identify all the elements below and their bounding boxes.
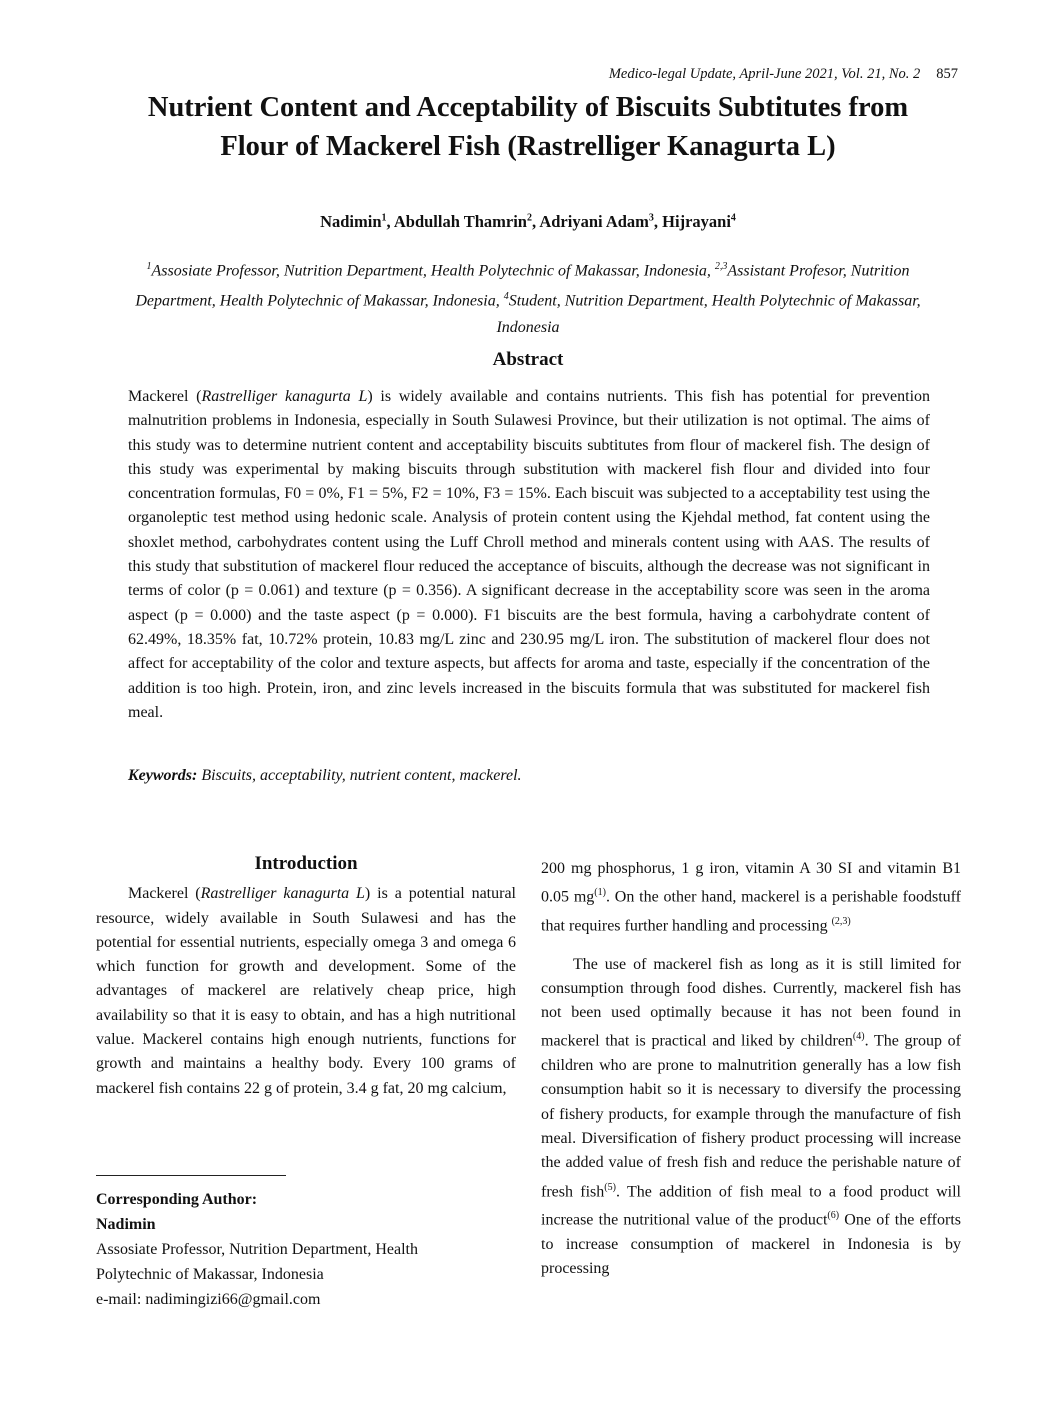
corresponding-affil-1: Assosiate Professor, Nutrition Department, Health: [96, 1241, 418, 1258]
title-line-2: Flour of Mackerel Fish (Rastrelliger Kanagurta L): [220, 131, 836, 162]
author-name: Abdullah Thamrin: [393, 212, 527, 231]
species-name: Rastrelliger kanagurta L: [201, 388, 368, 405]
affiliation-3: Student, Nutrition Department, Health Polytechnic of Makassar, Indonesia: [496, 292, 921, 336]
intro-text: The use of mackerel fish as long as it is still limited for consumption through food dishes. Currently, mackerel fish has not been used optimally because it has not been found in mackerel that is practical and liked by children: [541, 955, 961, 1050]
journal-citation: Medico-legal Update, April-June 2021, Vol. 21, No. 2: [608, 66, 921, 82]
abstract-text: ) is widely available and contains nutrients. This fish has potential for prevention malnutrition problems in Indonesia, especially in South Sulawesi Province, but their utilization is not optimal. The aims of this study was to determine nutrient content and acceptability biscuits subtitutes from flour of mackerel fish. The design of this study was experimental by making biscuits through substitution with mackerel fish flour and divided into four concentration formulas, F0 = 0%, F1 = 5%, F2 = 10%, F3 = 15%. Each biscuit was subjected to a acceptability test using the organoleptic test method using hedonic scale. Analysis of protein content using the Kjehdal method, fat content using the shoxlet method, carbohydrates content using the Luff Chroll method and minerals content using with AAS. The results of this study that substitution of mackerel flour reduced the acceptance of biscuits, although the decrease was not significant in terms of color (p = 0.061) and texture (p = 0.356). A significant decrease in the acceptability score was seen in the aroma aspect (p = 0.000) and the taste aspect (p = 0.000). F1 biscuits are the best formula, having a carbohydrate content of 62.49%, 18.35% fat, 10.72% protein, 10.83 mg/L zinc and 230.95 mg/L iron. The substitution of mackerel flour does not affect for acceptability of the color and texture aspects, but affects for aroma and taste, especially if the concentration of the addition is too high. Protein, iron, and zinc levels increased in the biscuits formula that was substituted for mackerel fish meal.: [128, 388, 931, 721]
intro-text: ) is a potential natural resource, widely available in South Sulawesi and has the potential for essential nutrients, especially omega 3 and omega 6 which function for growth and development. Some of the advantages of mackerel are relatively cheap price, high availability so that it is easy to obtain, and has a high nutritional value. Mackerel contains high enough nutrients, functions for growth and maintains a healthy body. Every 100 grams of mackerel fish contains 22 g of protein, 3.4 g fat, 20 mg calcium,: [96, 885, 516, 1097]
reference-marker: (2,3): [831, 915, 851, 927]
footnote-divider: [96, 1175, 286, 1176]
affil-sup: 2,3: [714, 261, 728, 272]
abstract-paragraph: [128, 385, 930, 725]
running-header: [609, 66, 958, 83]
abstract-heading: Abstract: [492, 349, 564, 370]
reference-marker: (4): [852, 1031, 865, 1043]
intro-paragraph-1-cont: [541, 857, 961, 939]
title-line-1: Nutrient Content and Acceptability of Biscuits Subtitutes from: [147, 92, 909, 123]
affil-sup: 1: [146, 261, 152, 272]
keywords-label: Keywords:: [128, 767, 198, 784]
intro-text: 200 mg phosphorus, 1 g iron, vitamin A 30 SI and vitamin B1 0.05 mg: [541, 860, 961, 906]
paper-title: [80, 88, 976, 166]
intro-lead: Mackerel (: [128, 885, 201, 903]
intro-text: . On the other hand, mackerel is a perishable foodstuff that requires further handling and processing: [541, 888, 961, 935]
reference-marker: (5): [604, 1181, 616, 1193]
author-sup: 1: [381, 212, 387, 224]
right-column: [541, 857, 961, 1281]
species-name: Rastrelliger kanagurta L: [200, 885, 365, 903]
intro-paragraph-2: [541, 953, 961, 1282]
author-name: Nadimin: [320, 212, 382, 231]
affil-sup: 4: [503, 291, 509, 303]
affiliation-2: Assistant Profesor, Nutrition Department, Health Polytechnic of Makassar, Indonesia,: [135, 262, 910, 310]
intro-text: . The addition of fish meal to a food product will increase the nutritional value of the product: [541, 1182, 961, 1229]
left-column: [96, 852, 516, 1101]
author-sup: 3: [648, 212, 654, 224]
author-sup: 2: [527, 212, 532, 224]
intro-text: One of the efforts to increase consumption of mackerel in Indonesia is by processing: [541, 1211, 962, 1278]
intro-paragraph-1: [96, 882, 516, 1101]
reference-marker: (6): [827, 1210, 840, 1222]
affiliations: [110, 254, 946, 341]
corresponding-author: [96, 1187, 516, 1312]
introduction-heading: Introduction: [254, 853, 358, 874]
corresponding-name: Nadimin: [96, 1216, 156, 1233]
author-sup: 4: [730, 212, 736, 224]
author-name: Hijrayani: [662, 212, 731, 231]
author-list: Nadimin$^1$, Abdullah Thamrin$^2$, Adriyani Adam$^3$, Hijrayani$^4$: [320, 212, 736, 231]
page-number: 857: [936, 66, 958, 82]
abstract-body: [128, 385, 930, 725]
corresponding-affil-2: Polytechnic of Makassar, Indonesia: [96, 1266, 324, 1283]
corresponding-email: e-mail: nadimingizi66@gmail.com: [96, 1291, 321, 1308]
keywords: [128, 767, 930, 785]
author-name: Adriyani Adam: [539, 212, 649, 231]
corresponding-label: Corresponding Author:: [96, 1191, 258, 1208]
abstract-lead: Mackerel (: [128, 388, 202, 405]
affiliation-1: Assosiate Professor, Nutrition Department, Health Polytechnic of Makassar, Indonesia,: [151, 262, 715, 280]
intro-text: . The group of children who are prone to malnutrition generally has a low fish consumption habit so it is necessary to diversify the processing of fishery products, for example through the manufacture of fish meal. Diversification of fishery product processing will increase the added value of fresh fish and reduce the perishable nature of fresh fish: [541, 1032, 961, 1200]
reference-marker: (1): [594, 887, 606, 899]
keywords-text: Biscuits, acceptability, nutrient content, mackerel.: [197, 767, 522, 784]
